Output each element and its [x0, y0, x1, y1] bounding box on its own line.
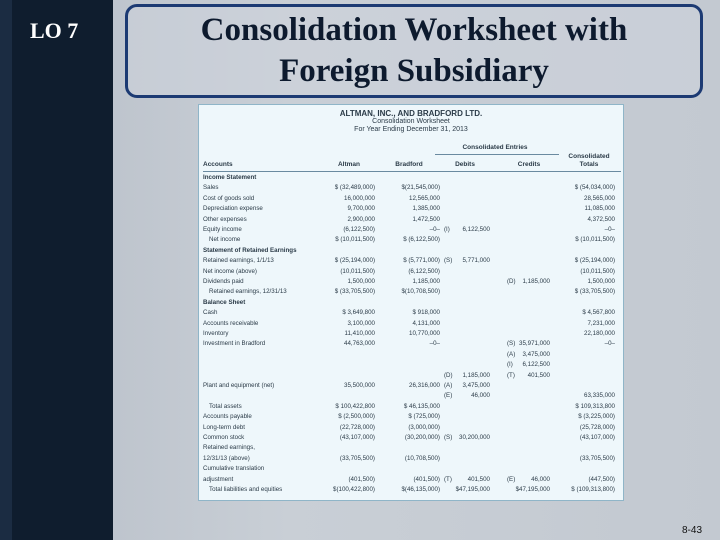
cell-dbk: (S): [444, 257, 453, 265]
cell-bra: (6,122,500): [408, 267, 440, 275]
cell-alt: (6,122,500): [343, 226, 375, 233]
cell-bra: 10,770,000: [409, 330, 440, 337]
cell-alt: $ (33,705,500): [334, 288, 375, 296]
cell-tot: (33,705,500): [579, 454, 615, 462]
cell-bra: $ 918,000: [412, 309, 440, 317]
cell-db: 3,475,000: [462, 382, 490, 389]
cell-label: 12/31/13 (above): [203, 454, 250, 462]
cell-label: Cumulative translation: [203, 465, 265, 473]
totals-header-2: Totals: [579, 161, 599, 168]
cell-tot: 11,085,000: [584, 205, 615, 213]
worksheet-row: [199, 402, 624, 411]
consolidation-worksheet: [198, 104, 624, 501]
cell-bra: (10,708,500): [404, 454, 440, 462]
cell-cr: 1,185,000: [522, 278, 550, 285]
cell-label: Income Statement: [203, 174, 257, 181]
cell-tot: $ (33,705,500): [574, 288, 615, 296]
cell-label: Statement of Retained Earnings: [203, 246, 297, 254]
cell-alt: $(100,422,800): [333, 486, 375, 493]
cell-label: Cash: [203, 309, 218, 317]
cell-alt: $ (25,194,000): [334, 257, 375, 265]
cell-tot: –0–: [604, 340, 615, 348]
worksheet-row: [199, 246, 624, 255]
cell-bra: 26,316,000: [409, 382, 440, 389]
cell-alt: 2,900,000: [347, 215, 375, 223]
cell-bra: 1,385,000: [412, 205, 440, 213]
cell-alt: (22,728,000): [339, 423, 375, 431]
cell-alt: $ 100,422,800: [335, 402, 375, 410]
cell-bra: 12,565,000: [409, 194, 440, 202]
cell-bra: (30,200,000): [404, 434, 440, 441]
worksheet-row: [199, 412, 624, 421]
cell-crk: (S): [507, 340, 516, 348]
cell-dbk: (A): [444, 382, 453, 389]
sidebar-stripe: [0, 0, 12, 540]
cell-alt: (10,011,500): [340, 267, 375, 275]
cell-dbk: (S): [444, 434, 453, 441]
bradford-header: Bradford: [395, 161, 423, 168]
cell-db: 1,185,000: [462, 371, 490, 379]
cell-label: Common stock: [203, 434, 245, 441]
cell-bra: (401,500): [413, 475, 440, 483]
cell-db: 5,771,000: [462, 257, 490, 265]
totals-header-1: Consolidated: [568, 153, 610, 160]
title-box: [125, 4, 703, 98]
cell-label: Equity income: [203, 226, 242, 233]
cell-bra: $ (5,771,000): [403, 257, 440, 265]
cell-alt: 11,410,000: [344, 330, 375, 337]
cell-label: Retained earnings, 1/1/13: [203, 257, 274, 265]
cell-cr: 3,475,000: [522, 350, 550, 358]
consolidated-entries-header: Consolidated Entries: [462, 144, 528, 151]
credits-header: Credits: [517, 161, 541, 168]
cell-alt: $ (2,500,000): [338, 413, 375, 421]
cell-alt: $ (10,011,500): [335, 236, 375, 244]
debits-header: Debits: [455, 161, 475, 168]
worksheet-row: [199, 256, 624, 265]
cell-db: 30,200,000: [459, 434, 490, 441]
cell-label: Sales: [203, 184, 219, 192]
cell-label: Depreciation expense: [203, 205, 263, 213]
cell-alt: (33,705,500): [339, 454, 375, 462]
cell-cr: $47,195,000: [515, 486, 550, 493]
worksheet-row: [199, 173, 624, 182]
cell-db: 46,000: [471, 392, 490, 400]
worksheet-company: ALTMAN, INC., AND BRADFORD LTD.: [339, 109, 483, 118]
cell-label: Net income: [209, 236, 241, 244]
cell-label: Accounts payable: [203, 413, 252, 421]
cell-tot: $ (10,011,500): [575, 236, 615, 244]
cell-crk: (A): [507, 350, 516, 358]
cell-db: $47,195,000: [455, 486, 490, 493]
cell-label: Balance Sheet: [203, 298, 246, 306]
cell-tot: (447,500): [588, 475, 615, 483]
cell-cr: 46,000: [531, 475, 550, 483]
worksheet-row: [199, 194, 624, 203]
cell-crk: (D): [507, 278, 516, 285]
cell-label: Investment in Bradford: [203, 340, 266, 348]
worksheet-row: [199, 204, 624, 213]
cell-label: Plant and equipment (net): [203, 382, 275, 389]
cell-bra: $ 46,135,000: [403, 402, 440, 410]
worksheet-row: [199, 475, 624, 484]
worksheet-row: [199, 329, 624, 338]
worksheet-row: [199, 287, 624, 296]
worksheet-row: [199, 454, 624, 463]
altman-header: Altman: [337, 161, 361, 168]
worksheet-row: [199, 308, 624, 317]
left-sidebar: [0, 0, 113, 540]
cell-alt: 3,100,000: [347, 319, 375, 327]
worksheet-period: For Year Ending December 31, 2013: [354, 126, 468, 133]
cell-alt: 44,763,000: [344, 340, 375, 348]
cell-alt: 16,000,000: [344, 194, 375, 202]
cell-dbk: (E): [444, 392, 453, 400]
cell-bra: $(46,135,000): [401, 486, 440, 493]
accounts-header: Accounts: [203, 161, 233, 168]
worksheet-row: [199, 319, 624, 328]
worksheet-row: [199, 350, 624, 359]
cell-bra: –0–: [429, 340, 440, 348]
worksheet-row: [199, 277, 624, 286]
cell-bra: (3,000,000): [408, 423, 440, 431]
worksheet-row: [199, 464, 624, 473]
entries-underline: [435, 154, 559, 155]
worksheet-row: [199, 298, 624, 307]
cell-label: Net income (above): [203, 267, 257, 275]
cell-crk: (E): [507, 475, 516, 483]
worksheet-row: [199, 235, 624, 244]
cell-alt: (43,107,000): [339, 434, 375, 441]
cell-crk: (I): [507, 361, 513, 369]
cell-tot: $ (25,194,000): [574, 257, 615, 265]
cell-label: Retained earnings,: [203, 444, 255, 452]
cell-alt: 1,500,000: [347, 278, 375, 285]
worksheet-subtitle: Consolidation Worksheet: [372, 118, 450, 125]
cell-label: Inventory: [203, 330, 229, 337]
cell-cr: 6,122,500: [522, 361, 550, 369]
cell-cr: 401,500: [527, 371, 550, 379]
cell-label: Total liabilities and equities: [209, 486, 283, 493]
slide-title-line-2: Foreign Subsidiary: [279, 53, 549, 89]
cell-label: Other expenses: [203, 215, 247, 223]
worksheet-row: [199, 433, 624, 442]
cell-tot: $ 109,313,800: [575, 402, 615, 410]
worksheet-row: [199, 381, 624, 390]
worksheet-row: [199, 183, 624, 192]
cell-cr: 35,971,000: [519, 340, 550, 348]
cell-alt: $ 3,649,800: [342, 309, 375, 317]
cell-crk: (T): [507, 371, 515, 379]
cell-label: adjustment: [203, 475, 234, 483]
cell-bra: 1,472,500: [412, 215, 440, 223]
worksheet-row: [199, 215, 624, 224]
cell-tot: 4,372,500: [587, 215, 615, 223]
cell-tot: (25,728,000): [579, 423, 615, 431]
worksheet-row: [199, 360, 624, 369]
cell-dbk: (D): [444, 371, 453, 379]
cell-bra: 4,131,000: [412, 319, 440, 327]
cell-tot: $ (109,313,800): [571, 486, 615, 493]
worksheet-row: [199, 443, 624, 452]
cell-tot: $ 4,567,800: [582, 309, 615, 317]
slide-title-line-1: Consolidation Worksheet with: [200, 12, 628, 48]
cell-tot: 7,231,000: [587, 319, 615, 327]
worksheet-row: [199, 267, 624, 276]
page-number: 8-43: [681, 525, 702, 536]
cell-label: Retained earnings, 12/31/13: [209, 288, 287, 296]
cell-bra: $ (6,122,500): [403, 236, 440, 244]
cell-db: 6,122,500: [462, 226, 490, 233]
cell-tot: –0–: [604, 226, 615, 233]
worksheet-row: [199, 371, 624, 380]
cell-bra: –0–: [429, 226, 440, 233]
worksheet-header: [199, 105, 623, 134]
cell-alt: $ (32,489,000): [334, 184, 375, 192]
header-rule: [203, 171, 621, 172]
cell-tot: 63,335,000: [584, 392, 615, 400]
worksheet-row: [199, 423, 624, 432]
cell-db: 401,500: [467, 475, 490, 483]
cell-alt: (401,500): [348, 475, 375, 483]
cell-tot: $ (3,225,000): [578, 413, 615, 421]
cell-tot: (10,011,500): [580, 267, 615, 275]
cell-tot: $ (54,034,000): [574, 184, 615, 192]
worksheet-row: [199, 485, 624, 494]
worksheet-row: [199, 339, 624, 348]
cell-bra: $(21,545,000): [401, 184, 440, 192]
cell-label: Long-term debt: [203, 423, 245, 431]
cell-tot: 28,565,000: [584, 194, 615, 202]
cell-bra: $(10,708,500): [401, 288, 440, 296]
cell-alt: 9,700,000: [347, 205, 375, 213]
worksheet-row: [199, 391, 624, 400]
cell-label: Accounts receivable: [203, 319, 259, 327]
cell-label: Cost of goods sold: [203, 194, 255, 202]
learning-objective-label: LO 7: [30, 18, 79, 43]
cell-label: Dividends paid: [203, 278, 244, 285]
cell-dbk: (I): [444, 226, 450, 233]
cell-bra: $ (725,000): [408, 413, 440, 421]
cell-tot: 22,180,000: [584, 330, 615, 337]
cell-alt: 35,500,000: [344, 382, 375, 389]
cell-bra: 1,185,000: [412, 278, 440, 285]
cell-tot: 1,500,000: [587, 278, 615, 285]
cell-tot: (43,107,000): [579, 434, 615, 441]
worksheet-row: [199, 225, 624, 234]
cell-dbk: (T): [444, 475, 452, 483]
cell-label: Total assets: [209, 402, 242, 410]
